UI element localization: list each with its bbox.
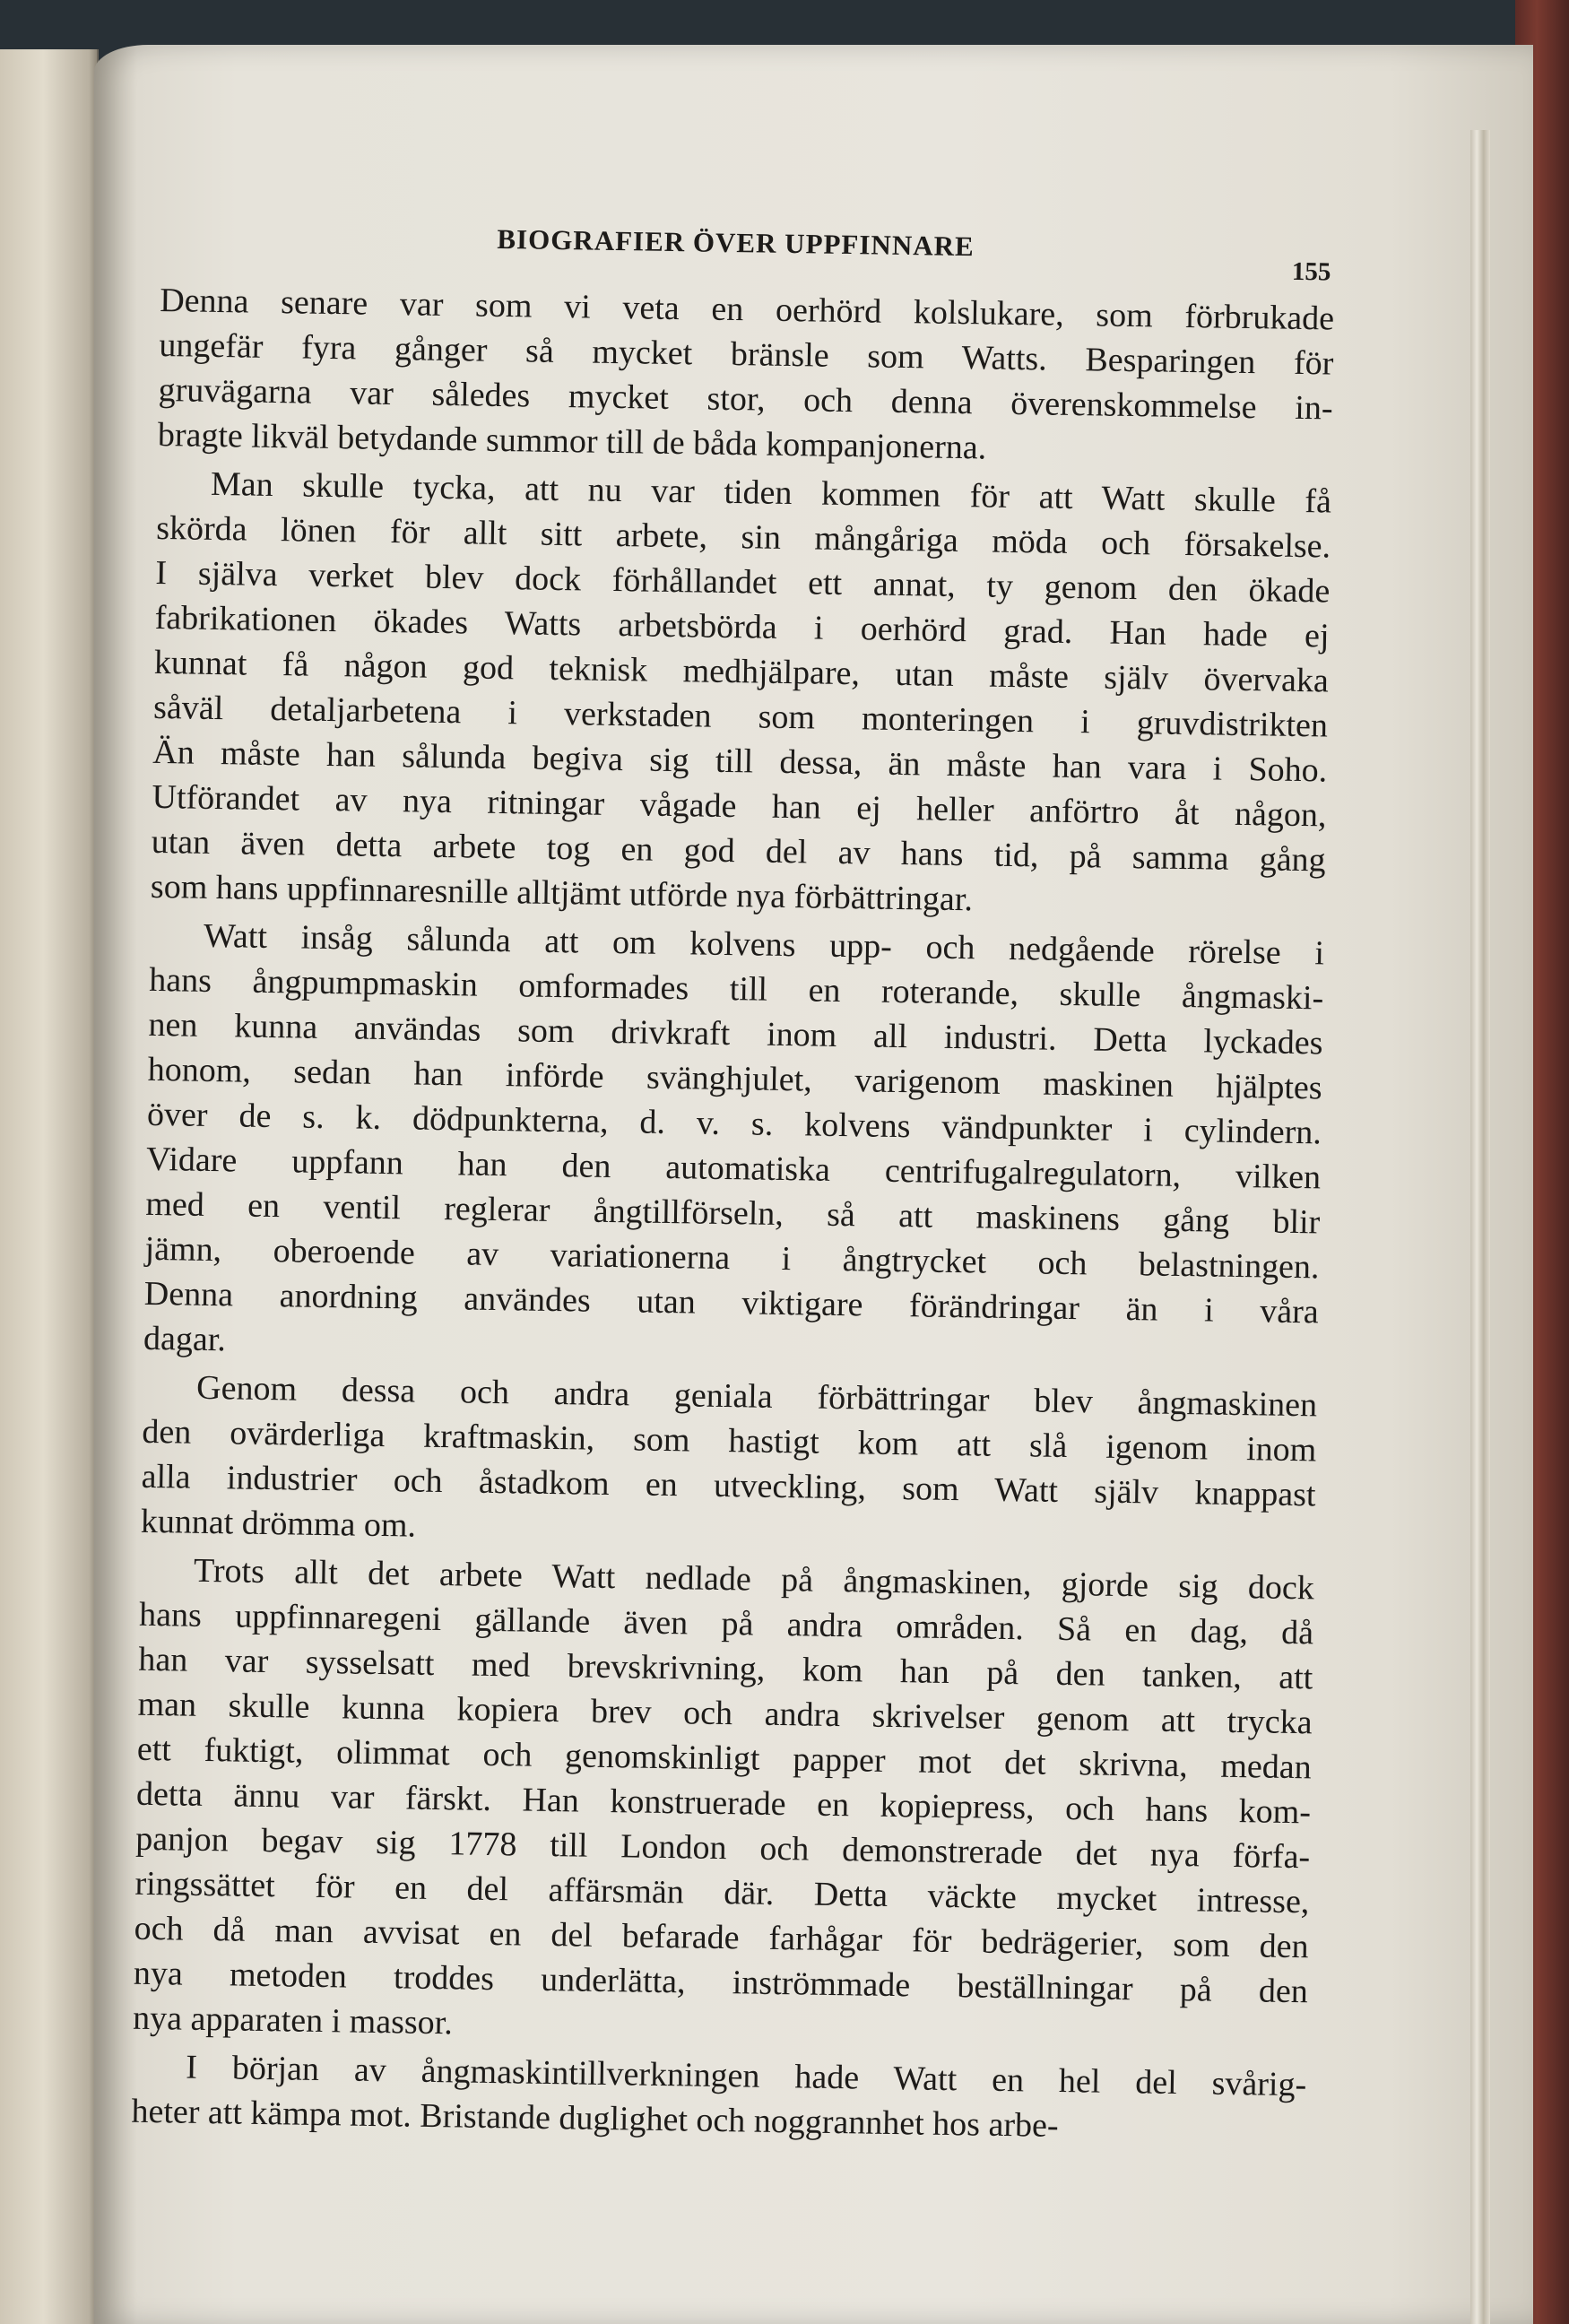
text-line: Denna anordning användes utan viktigare förändringar än i våra [143, 1274, 1320, 1331]
text-line: I början av ångmaskintillverkningen hade Watt en hel del svårig- [185, 2048, 1307, 2104]
text-line: panjon begav sig 1778 till London och demonstrerade det nya förfa- [134, 1819, 1311, 1877]
text-line: Vidare uppfann han den automatiska centrifugalregulatorn, vilken [145, 1140, 1322, 1197]
text-line: utan även detta arbete tog en god del av hans tid, på samma gång [151, 822, 1326, 880]
text-line: med en ventil reglerar ångtillförseln, så att maskinens gång blir [145, 1184, 1321, 1242]
text-line: ringssättet för en del affärsmän där. Detta väckte mycket intresse, [134, 1864, 1310, 1921]
text-line: skörda lönen för allt sitt arbete, sin mångåriga möda och försakelse. [155, 508, 1331, 566]
text-line: fabrikationen ökades Watts arbetsbörda i oerhörd grad. Han hade ej [154, 598, 1330, 655]
text-line: såväl detaljarbetena i verkstaden som monteringen i gruvdistrikten [152, 688, 1329, 745]
text-line: dagar. [143, 1319, 227, 1359]
text-line: han var sysselsatt med brevskrivning, kom han på den tanken, att [138, 1640, 1313, 1697]
page-number: 155 [1291, 256, 1331, 287]
paragraph [131, 2044, 1306, 2153]
text-line: Man skulle tycka, att nu var tiden kommen för att Watt skulle få [210, 464, 1332, 521]
text-line: kunnat få någon god teknisk medhjälpare, utan måste själv övervaka [153, 643, 1330, 700]
paragraph [151, 461, 1332, 928]
text-line: Utförandet av nya ritningar vågade han ej heller anförtro åt någon, [152, 777, 1327, 835]
running-head-title: BIOGRAFIER ÖVER UPPFINNARE [497, 222, 975, 263]
paragraph [140, 1365, 1317, 1563]
text-line: Watt insåg sålunda att om kolvens upp- och nedgående rörelse i [203, 916, 1325, 973]
text-line: alla industrier och åstadkom en utveckling, som Watt själv knappast [141, 1457, 1316, 1514]
text-line: som hans uppfinnaresnille alltjämt utförde nya förbättringar. [150, 867, 974, 919]
text-line: nen kunna användas som drivkraft inom all industri. Detta lyckades [148, 1005, 1323, 1062]
text-line: detta ännu var färskt. Han konstruerade en kopiepress, och hans kom- [135, 1774, 1312, 1832]
paragraph [143, 913, 1325, 1380]
paragraph [133, 1548, 1314, 2060]
text-line: hans uppfinnaregeni gällande även på andra områden. Så en dag, då [138, 1595, 1314, 1652]
left-page-edge [0, 49, 99, 2324]
paragraph [158, 278, 1335, 476]
text-line: den ovärderliga kraftmaskin, som hastigt kom att slå igenom inom [142, 1412, 1317, 1470]
body-text [131, 278, 1334, 2152]
text-line: hans ångpumpmaskin omformades till en roterande, skulle ångmaski- [149, 960, 1324, 1018]
text-line: Genom dessa och andra geniala förbättringar blev ångmaskinen [195, 1368, 1318, 1425]
text-line: I själva verket blev dock förhållandet ett annat, ty genom den ökade [155, 553, 1331, 611]
text-line: heter att kämpa mot. Bristande duglighet och noggrannhet hos arbe- [131, 2092, 1059, 2145]
text-line: nya metoden troddes underlätta, inströmmade beställningar på den [133, 1954, 1309, 2011]
text-line: Trots allt det arbete Watt nedlade på ångmaskinen, gjorde sig dock [193, 1551, 1315, 1608]
text-line: kunnat drömma om. [140, 1502, 417, 1545]
text-line: jämn, oberoende av variationerna i ångtrycket och belastningen. [144, 1229, 1320, 1287]
text-line: över de s. k. dödpunkterna, d. v. s. kolvens vändpunkter i cylindern. [146, 1095, 1322, 1152]
page-stack-edge [1470, 130, 1490, 2324]
text-line: ett fuktigt, olimmat och genomskinligt papper mot det skrivna, medan [136, 1730, 1313, 1787]
text-line: Denna senare var som vi veta en oerhörd kolslukare, som förbrukade [159, 281, 1335, 338]
text-line: nya apparaten i massor. [132, 1999, 454, 2042]
text-line: Än måste han sålunda begiva sig till dessa, än måste han vara i Soho. [152, 733, 1328, 790]
text-line: bragte likväl betydande summor till de båda kompanjonerna. [157, 415, 987, 467]
page-text [131, 202, 1336, 2152]
text-line: ungefär fyra gånger så mycket bränsle som Watts. Besparingen för [159, 325, 1334, 383]
text-line: honom, sedan han införde svänghjulet, varigenom maskinen hjälptes [147, 1050, 1322, 1107]
text-line: och då man avvisat en del befarade farhågar för bedrägerier, som den [134, 1909, 1309, 1966]
text-line: man skulle kunna kopiera brev och andra skrivelser genom att trycka [137, 1685, 1313, 1742]
text-line: gruvägarna var således mycket stor, och denna överenskommelse in- [158, 370, 1333, 428]
